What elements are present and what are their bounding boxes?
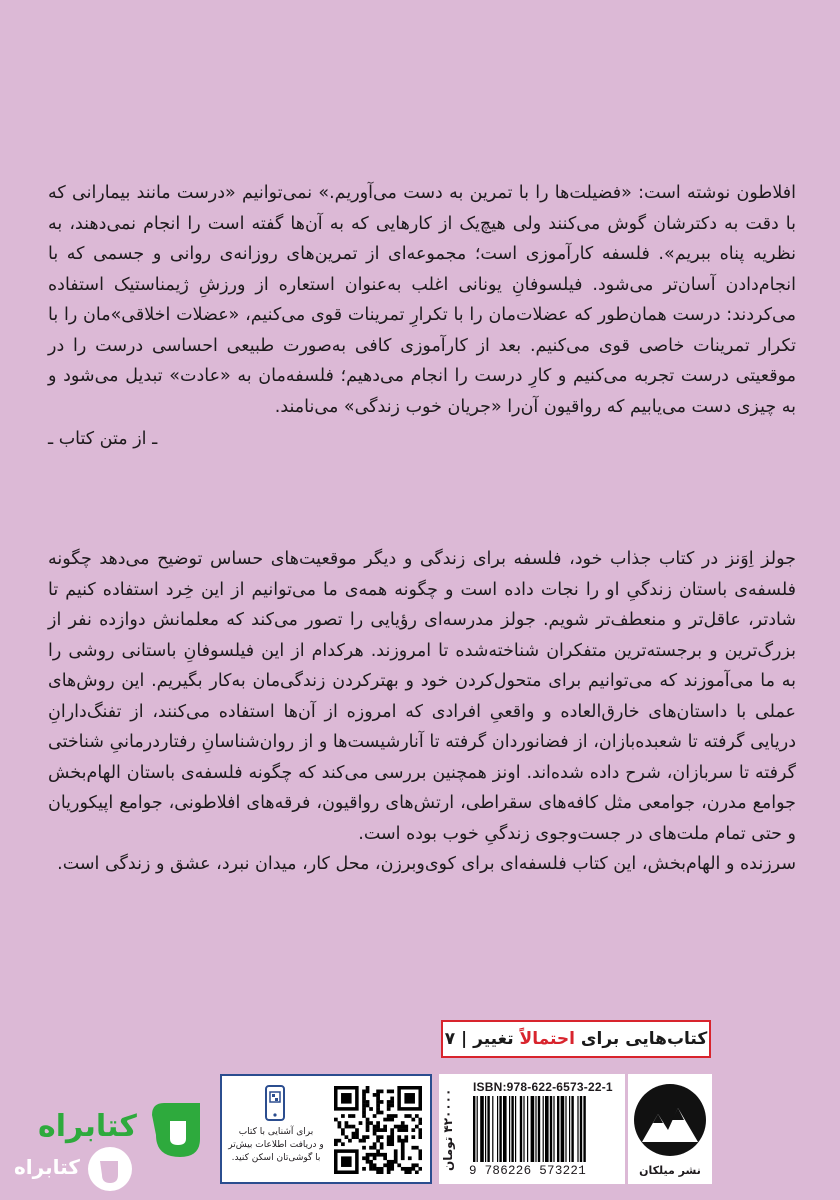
phone-scan-icon bbox=[260, 1084, 290, 1122]
price-label: ۴۲۰۰۰۰ تومان bbox=[441, 1088, 455, 1172]
qr-panel bbox=[220, 1074, 432, 1184]
series-prefix: کتاب‌هایی برای bbox=[580, 1029, 708, 1049]
quote-block bbox=[48, 178, 796, 455]
watermark-small-logo-icon bbox=[86, 1145, 134, 1193]
qr-caption-line-1: برای آشنایی با کتاب bbox=[238, 1127, 314, 1137]
publisher-panel bbox=[628, 1074, 712, 1184]
series-banner bbox=[441, 1020, 711, 1058]
description-paragraph-1: جولز اِوَنز در کتاب جذاب خود، فلسفه برای زندگی و دیگر موقعیت‌های حساس توضیح می‌دهد چگونه فلسفه‌ی باستان زندگیِ او را نجات داده است و چگونه همه‌ی ما می‌توانیم از این خِرد استفاده کنیم تا شادتر، عاقل‌تر و منعطف‌تر شویم. جولز مدرسه‌ای رؤیایی را تصور می‌کند که معلمانش دوازده نفر از بزرگ‌ترین و برجسته‌ترین متفکران شناخته‌شده تا امروزند. هرکدام از این فیلسوفانِ باستانی روشی را به ما می‌آموزند که می‌توانیم برای متحول‌کردن خود و بهترکردن زندگی‌مان به‌کار بگیریم. این روش‌های عملی با داستان‌های خارق‌العاده و واقعیِ افرادی که امروزه از آن‌ها استفاده می‌کنند، از تفنگ‌دارانِ دریایی گرفته تا شعبده‌بازان، از فضانوردان گرفته تا آنارشیست‌ها و از روان‌شناسانِ رفتاردرمانیِ شناختی گرفته تا سربازان، شرح داده شده‌اند. اونز همچنین بررسی می‌کند که چگونه فلسفه‌ی باستان الهام‌بخش جوامع مدرن، جوامعی مثل کافه‌های سقراطی، ارتش‌های رواقیون، فرقه‌های افلاطونی، جوامع اپیکوریان و حتی تمام ملت‌های در جست‌وجوی زندگیِ خوب بوده است. bbox=[48, 549, 796, 844]
watermark bbox=[8, 1095, 213, 1195]
watermark-text-small: کتابراه bbox=[14, 1155, 80, 1179]
watermark-text-large: کتابراه bbox=[38, 1109, 137, 1144]
description-paragraph-2: سرزنده و الهام‌بخش، این کتاب فلسفه‌ای برای کوی‌وبرزن، محل کار، میدان نبرد، عشق و زندگی است. bbox=[57, 854, 796, 874]
qr-caption bbox=[226, 1126, 326, 1165]
barcode-panel bbox=[439, 1074, 625, 1184]
barcode-number: 9 786226 573221 bbox=[469, 1164, 587, 1178]
publisher-name: نشر میلکان bbox=[639, 1164, 701, 1177]
mountain-logo-icon bbox=[628, 1074, 712, 1160]
series-accent: احتمالاً bbox=[519, 1029, 575, 1049]
barcode-icon bbox=[473, 1096, 621, 1162]
quote-text: افلاطون نوشته است: «فضیلت‌ها را با تمرین به دست می‌آوریم.» نمی‌توانیم «درست مانند بیمارانی که با دقت به دکترشان گوش می‌کنند ولی هیچ‌یک از کارهایی که به آن‌ها گفته است را انجام نمی‌دهند، به نظریه پناه ببریم». فلسفه کارآموزی است؛ مجموعه‌ای از تمرین‌های روزانه‌ی روانی و جسمی که با انجام‌دادن آسان‌تر می‌شود. فیلسوفانِ یونانی اغلب به‌عنوان استعاره از ورزشِ ژیمناستیک استفاده می‌کردند: درست همان‌طور که عضلات‌مان را با تکرارِ تمرینات قوی می‌کنیم، «عضلات اخلاقی»مان را با تکرار تمرینات خاصی قوی می‌کنیم. بعد از کارآموزی کافی به‌صورت طبیعی احساسی درست را در موقعیتی درست تجربه می‌کنیم و کارِ درست را انجام می‌دهیم؛ فلسفه‌مان به «عادت» تبدیل می‌شود و به چیزی دست می‌یابیم که رواقیون آن‌را «جریان خوب زندگی» می‌نامند. bbox=[48, 183, 796, 417]
quote-source: ـ از متن کتاب ـ bbox=[48, 429, 158, 449]
isbn-label: ISBN:978-622-6573-22-1 bbox=[473, 1080, 613, 1094]
qr-caption-line-2: و دریافت اطلاعات بیش‌تر bbox=[228, 1140, 324, 1150]
qr-code-icon bbox=[334, 1086, 422, 1174]
watermark-logo-icon bbox=[142, 1095, 212, 1165]
series-suffix: تغییر | ۷ bbox=[444, 1029, 514, 1049]
description-block bbox=[48, 544, 796, 880]
qr-caption-line-3: با گوشی‌تان اسکن کنید. bbox=[231, 1153, 321, 1163]
